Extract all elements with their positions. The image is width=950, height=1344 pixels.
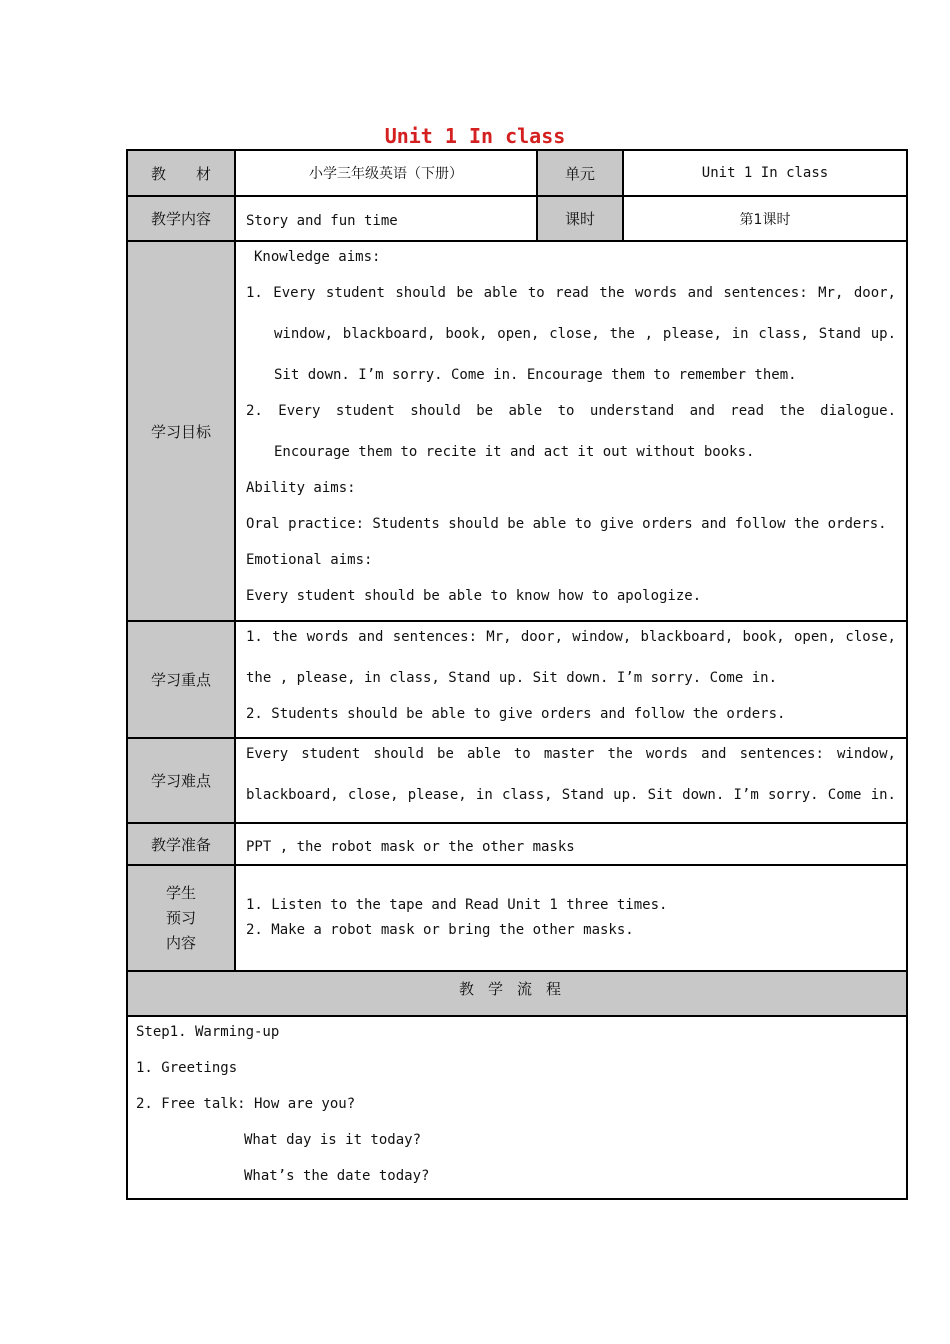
row-preview xyxy=(127,865,907,971)
row-process-body xyxy=(127,1016,907,1199)
difficulties-line-2: blackboard, close, please, in class, Stand up. Sit down. I’m sorry. Come in. xyxy=(246,787,896,803)
content-value: Story and fun time xyxy=(235,196,537,241)
preview-label-line-2: 预习 xyxy=(165,908,196,927)
process-body xyxy=(127,1016,907,1199)
knowledge-item-2-line-2: Encourage them to recite it and act it out without books. xyxy=(274,444,755,460)
preview-label-line-3: 内容 xyxy=(165,933,196,952)
row-preparation xyxy=(127,823,907,865)
key-points-line-1: 1. the words and sentences: Mr, door, window, blackboard, book, open, close, xyxy=(246,629,896,645)
difficulties-line-1: Every student should be able to master the words and sentences: window, xyxy=(246,746,896,762)
preparation-label: 教学准备 xyxy=(127,823,235,865)
process-header: 教学流程 xyxy=(127,971,907,1016)
knowledge-item-1-line-2: window, blackboard, book, open, close, the , please, in class, Stand up. xyxy=(274,326,896,342)
knowledge-item-1-line-3: Sit down. I’m sorry. Come in. Encourage them to remember them. xyxy=(274,367,797,383)
document-title: Unit 1 In class xyxy=(384,124,566,148)
row-textbook xyxy=(127,150,907,196)
content-label: 教学内容 xyxy=(127,196,235,241)
period-value: 第1课时 xyxy=(623,196,907,241)
row-key-points xyxy=(127,621,907,738)
emotional-text: Every student should be able to know how to apologize. xyxy=(246,588,702,604)
step-item-greetings: 1. Greetings xyxy=(136,1060,238,1076)
difficulties-content xyxy=(235,738,907,823)
preview-content xyxy=(235,865,907,971)
preview-label-line-1: 学生 xyxy=(165,883,196,902)
row-process-header xyxy=(127,971,907,1016)
preview-line-1: 1. Listen to the tape and Read Unit 1 three times. xyxy=(246,897,668,913)
step-title: Step1. Warming-up xyxy=(136,1024,280,1040)
step-item-free-talk: 2. Free talk: How are you? xyxy=(136,1096,356,1112)
row-objectives xyxy=(127,241,907,621)
preview-line-2: 2. Make a robot mask or bring the other masks. xyxy=(246,922,634,938)
textbook-value: 小学三年级英语（下册） xyxy=(235,150,537,196)
preparation-value: PPT , the robot mask or the other masks xyxy=(235,823,907,865)
row-difficulties xyxy=(127,738,907,823)
lesson-plan-table xyxy=(126,149,908,1200)
period-label: 课时 xyxy=(537,196,623,241)
key-points-line-3: 2. Students should be able to give orders and follow the orders. xyxy=(246,706,786,722)
key-points-label: 学习重点 xyxy=(127,621,235,738)
unit-value: Unit 1 In class xyxy=(623,150,907,196)
knowledge-heading: Knowledge aims: xyxy=(254,249,381,265)
ability-heading: Ability aims: xyxy=(246,480,356,496)
free-talk-question-3: What’s the date today? xyxy=(244,1168,430,1184)
knowledge-item-2-line-1: 2. Every student should be able to understand and read the dialogue. xyxy=(246,403,896,419)
emotional-heading: Emotional aims: xyxy=(246,552,373,568)
difficulties-label: 学习难点 xyxy=(127,738,235,823)
row-content xyxy=(127,196,907,241)
objectives-content xyxy=(235,241,907,621)
key-points-line-2: the , please, in class, Stand up. Sit down. I’m sorry. Come in. xyxy=(246,670,778,686)
knowledge-item-1-line-1: 1. Every student should be able to read the words and sentences: Mr, door, xyxy=(246,285,896,301)
ability-text: Oral practice: Students should be able to give orders and follow the orders. xyxy=(246,516,887,532)
preview-label xyxy=(127,865,235,971)
textbook-label: 教 材 xyxy=(127,150,235,196)
objectives-label: 学习目标 xyxy=(127,241,235,621)
key-points-content xyxy=(235,621,907,738)
unit-label: 单元 xyxy=(537,150,623,196)
free-talk-question-2: What day is it today? xyxy=(244,1132,422,1148)
